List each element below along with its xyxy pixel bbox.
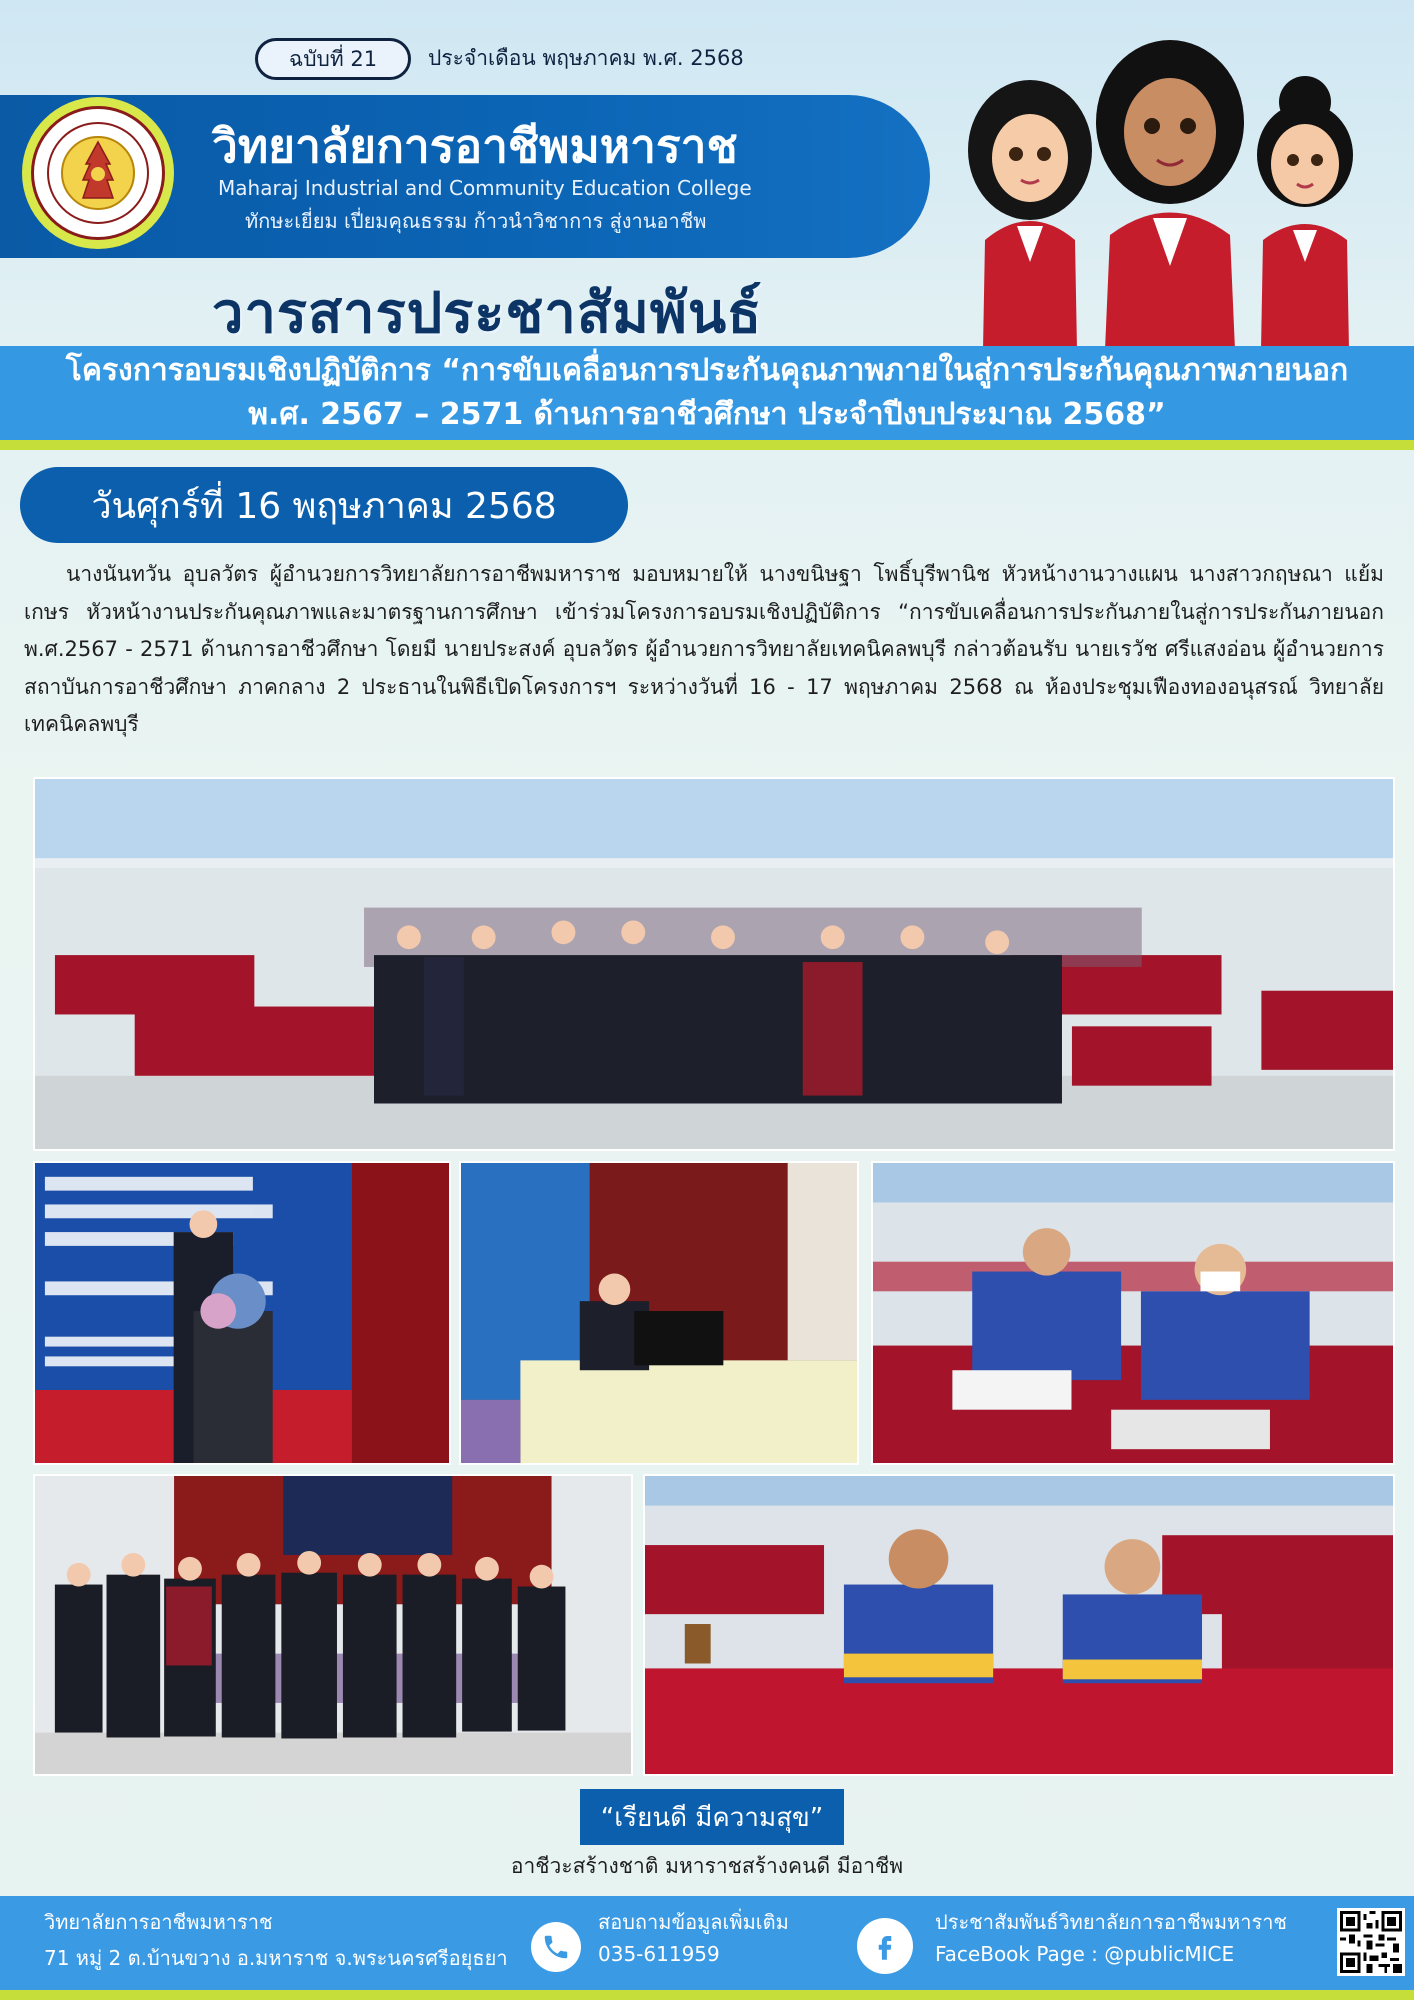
footer-address-name: วิทยาลัยการอาชีพมหาราช: [44, 1910, 273, 1934]
college-name-en: Maharaj Industrial and Community Education College: [218, 176, 752, 200]
photo-group-stage: [33, 1474, 633, 1776]
photo-presenter-laptop: [459, 1161, 859, 1465]
college-name-th: วิทยาลัยการอาชีพมหาราช: [212, 119, 738, 173]
project-banner: [0, 346, 1414, 450]
phone-icon: [531, 1922, 581, 1972]
footer-contact-label: สอบถามข้อมูลเพิ่มเติม: [598, 1910, 789, 1934]
college-logo-icon: [22, 97, 174, 249]
photo-participants-desk: [871, 1161, 1395, 1465]
college-motto: ทักษะเยี่ยม เปี่ยมคุณธรรม ก้าวนำวิชาการ สู่งานอาชีพ: [245, 209, 707, 233]
photo-participants-table: [643, 1474, 1395, 1776]
tagline: อาชีวะสร้างชาติ มหาราชสร้างคนดี มีอาชีพ: [510, 1854, 904, 1878]
footer-facebook-page[interactable]: FaceBook Page : @publicMICE: [935, 1942, 1235, 1966]
qr-code-icon[interactable]: [1337, 1908, 1405, 1976]
slogan: “เรียนดี มีความสุข”: [580, 1789, 844, 1845]
footer-accent-strip: [0, 1990, 1414, 2000]
project-title-line-1: โครงการอบรมเชิงปฏิบัติการ “การขับเคลื่อนการประกันคุณภาพภายในสู่การประกันคุณภาพภายนอก: [65, 353, 1349, 388]
project-title-line-2: พ.ศ. 2567 – 2571 ด้านการอาชีวศึกษา ประจำปีงบประมาณ 2568”: [248, 397, 1166, 432]
journal-title: วารสารประชาสัมพันธ์: [212, 281, 763, 346]
issue-date: ประจำเดือน พฤษภาคม พ.ศ. 2568: [428, 46, 744, 70]
footer-phone[interactable]: 035-611959: [598, 1942, 720, 1966]
article-body: นางนันทวัน อุบลวัตร ผู้อำนวยการวิทยาลัยการอาชีพมหาราช มอบหมายให้ นางขนิษฐา โพธิ์บุรีพานิช หัวหน้างานวางแผน นางสาวกฤษณา แย้มเกษร หัวหน้างานประกันคุณภาพและมาตรฐานการศึกษา เข้าร่วมโครงการอบรมเชิงปฏิบัติการ “การขับเคลื่อนการประกันภายในสู่การประกันภายนอก พ.ศ.2567 - 2571 ด้านการอาชีวศึกษา โดยมี นายประสงค์ อุบลวัตร ผู้อำนวยการวิทยาลัยเทคนิคลพบุรี กล่าวต้อนรับ นายเรวัช ศรีแสงอ่อน ผู้อำนวยการสถาบันการอาชีวศึกษา ภาคกลาง 2 ประธานในพิธีเปิดโครงการฯ ระหว่างวันที่ 16 - 17 พฤษภาคม 2568 ณ ห้องประชุมเฟืองทองอนุสรณ์ วิทยาลัยเทคนิคลพบุรี: [24, 562, 1384, 736]
event-date: วันศุกร์ที่ 16 พฤษภาคม 2568: [20, 467, 628, 543]
mascot-illustration: [945, 30, 1375, 350]
issue-badge: ฉบับที่ 21: [255, 38, 411, 80]
photo-group-training-hall: [33, 777, 1395, 1151]
footer-address-line: 71 หมู่ 2 ต.บ้านขวาง อ.มหาราช จ.พระนครศรีอยุธยา: [44, 1946, 508, 1970]
footer-facebook-label: ประชาสัมพันธ์วิทยาลัยการอาชีพมหาราช: [935, 1910, 1288, 1934]
facebook-icon[interactable]: [857, 1918, 913, 1974]
photo-speaker-podium: [33, 1161, 451, 1465]
